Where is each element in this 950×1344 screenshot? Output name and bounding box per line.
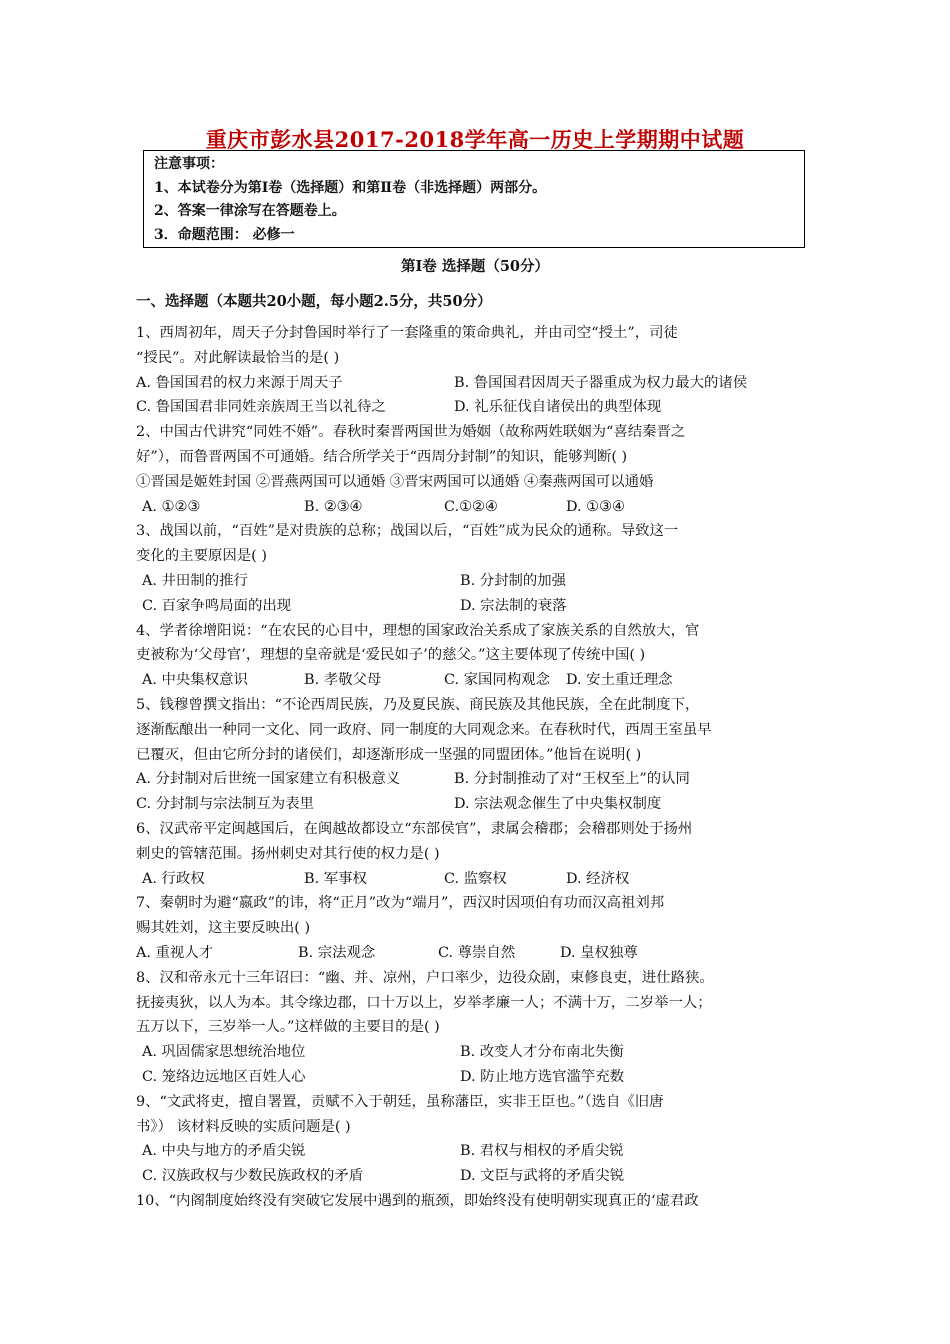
option-row (136, 495, 816, 520)
answer-option: C.①②④ (444, 498, 498, 515)
question (136, 693, 816, 817)
part-title: 第Ⅰ卷 选择题（50分） (400, 258, 549, 275)
question-stem-line: 赐其姓刘，这主要反映出( ) (136, 920, 311, 937)
question-stem-line: 7、秦朝时为避“嬴政”的讳，将“正月”改为“端月”，西汉时因项伯有功而汉高祖刘邦 (136, 895, 665, 912)
question-list (136, 321, 816, 1214)
option-row (136, 867, 816, 892)
option-row (136, 767, 816, 792)
answer-option: D. 宗法观念催生了中央集权制度 (454, 796, 662, 813)
option-row (136, 792, 816, 817)
question-stem-line: 1、西周初年，周天子分封鲁国时举行了一套隆重的策命典礼，并由司空“授土”，司徒 (136, 325, 678, 341)
question-stem-line: 6、汉武帝平定闽越国后，在闽越故都设立“东部侯官”，隶属会稽郡；会稽郡则处于扬州 (136, 820, 693, 837)
question (136, 966, 816, 1090)
question-stem-line: 变化的主要原因是( ) (136, 548, 267, 565)
option-row (136, 941, 816, 966)
answer-option: D. 安土重迁理念 (566, 672, 673, 689)
question-stem-line: 刺史的管辖范围。扬州刺史对其行使的权力是( ) (136, 845, 440, 862)
option-row (136, 569, 816, 594)
option-row (136, 1139, 816, 1164)
answer-option: C. 分封制与宗法制互为表里 (136, 796, 314, 813)
answer-option: A. 行政权 (142, 870, 205, 887)
question-stem-line: 5、钱穆曾撰文指出：“不论西周民族，乃及夏民族、商民族及其他民族，全在此制度下， (136, 696, 700, 713)
question-stem-line: 好”），而鲁晋两国不可通婚。结合所学关于“西周分封制”的知识，能够判断( ) (136, 448, 628, 465)
question-stem-line: 4、学者徐增阳说：“在农民的心目中，理想的国家政治关系成了家族关系的自然放大，官 (136, 622, 700, 639)
answer-option: B. 分封制的加强 (460, 572, 567, 589)
answer-option: A. 中央与地方的矛盾尖锐 (142, 1143, 306, 1160)
question-stem-line: 书》） 该材料反映的实质问题是( ) (136, 1118, 351, 1135)
question (136, 1090, 816, 1189)
answer-option: B. 鲁国国君因周天子器重成为权力最大的诸侯 (454, 374, 748, 391)
question (136, 1189, 816, 1214)
answer-option: A. 巩固儒家思想统治地位 (142, 1044, 306, 1061)
question-stem-line: 3、战国以前，“百姓”是对贵族的总称；战国以后，“百姓”成为民众的通称。导致这一 (136, 523, 679, 540)
option-row (136, 668, 816, 693)
answer-option: A. ①②③ (142, 498, 201, 515)
notice-box (143, 150, 805, 248)
option-row (136, 1040, 816, 1065)
answer-option: D. 经济权 (566, 870, 630, 887)
option-row (136, 371, 816, 396)
question (136, 519, 816, 618)
answer-option: A. 重视人才 (136, 944, 214, 961)
option-row (136, 594, 816, 619)
answer-option: D. 文臣与武将的矛盾尖锐 (460, 1168, 625, 1185)
answer-option: D. 皇权独尊 (560, 944, 638, 961)
answer-option: C. 尊崇自然 (438, 944, 516, 961)
question (136, 891, 816, 965)
question-stem-line: 2、中国古代讲究“同姓不婚”。春秋时秦晋两国世为婚姻（故称两姓联姻为“喜结秦晋之 (136, 424, 686, 441)
answer-option: B. 孝敬父母 (304, 672, 382, 689)
question (136, 817, 816, 891)
answer-option: C. 家国同构观念 (444, 672, 550, 689)
section-heading: 一、选择题（本题共20小题，每小题2.5分，共50分） (136, 293, 492, 310)
question-stem-line: 已覆灭，但由它所分封的诸侯们，却逐渐形成一坚强的同盟团体。”他旨在说明( ) (136, 746, 642, 763)
notice-heading: 注意事项： (154, 156, 224, 172)
answer-option: D. 宗法制的衰落 (460, 597, 567, 614)
answer-option: C. 百家争鸣局面的出现 (142, 597, 292, 614)
answer-option: D. 防止地方选官滥竽充数 (460, 1068, 625, 1085)
notice-item: 1、本试卷分为第Ⅰ卷（选择题）和第Ⅱ卷（非选择题）两部分。 (154, 179, 547, 196)
question-stem-line: 9、“文武将吏，擅自署置，贡赋不入于朝廷，虽称藩臣，实非王臣也。”（选自《旧唐 (136, 1093, 664, 1110)
option-row (136, 1065, 816, 1090)
question-stem-line: 抚接夷狄，以人为本。其令缘边郡，口十万以上，岁举孝廉一人；不满十万，二岁举一人； (136, 994, 712, 1011)
question-stem-line: 逐渐酝酿出一种同一文化、同一政府、同一制度的大同观念来。在春秋时代，西周王室虽早 (136, 721, 712, 738)
question-stem-line: “授民”。对此解读最恰当的是( ) (136, 349, 340, 366)
answer-option: B. 宗法观念 (298, 944, 376, 961)
notice-item: 2、答案一律涂写在答题卷上。 (154, 203, 346, 219)
answer-option: D. 礼乐征伐自诸侯出的典型体现 (454, 399, 662, 416)
question (136, 619, 816, 693)
notice-item: 3．命题范围： 必修一 (154, 226, 295, 243)
answer-option: B. 改变人才分布南北失衡 (460, 1044, 624, 1061)
answer-option: A. 鲁国国君的权力来源于周天子 (136, 374, 343, 391)
answer-option: C. 鲁国国君非同姓亲族周王当以礼待之 (136, 399, 386, 416)
question-stem-line: ①晋国是姬姓封国 ②晋燕两国可以通婚 ③晋宋两国可以通婚 ④秦燕两国可以通婚 (136, 473, 654, 490)
answer-option: B. 军事权 (304, 870, 367, 887)
answer-option: C. 笼络边远地区百姓人心 (142, 1068, 306, 1085)
answer-option: B. 君权与相权的矛盾尖锐 (460, 1143, 624, 1160)
question-stem-line: 10、“内阁制度始终没有突破它发展中遇到的瓶颈，即始终没有使明朝实现真正的‘虚君政 (136, 1192, 699, 1209)
question (136, 420, 816, 519)
answer-option: B. ②③④ (304, 498, 363, 515)
exam-title: 重庆市彭水县2017-2018学年高一历史上学期期中试题 (205, 127, 745, 152)
question (136, 321, 816, 420)
question-stem-line: 五万以下，三岁举一人。”这样做的主要目的是( ) (136, 1019, 440, 1036)
question-stem-line: 吏被称为‘父母官’，理想的皇帝就是‘爱民如子’的慈父。”这主要体现了传统中国( ) (136, 647, 646, 664)
question-stem-line: 8、汉和帝永元十三年诏曰：“幽、并、凉州，户口率少，边役众剧，束修良吏，进仕路狭。 (136, 969, 714, 986)
answer-option: C. 监察权 (444, 870, 507, 887)
answer-option: A. 中央集权意识 (142, 672, 248, 689)
answer-option: A. 井田制的推行 (142, 572, 248, 589)
answer-option: C. 汉族政权与少数民族政权的矛盾 (142, 1168, 364, 1185)
answer-option: D. ①③④ (566, 498, 625, 515)
option-row (136, 1164, 816, 1189)
answer-option: A. 分封制对后世统一国家建立有积极意义 (136, 771, 401, 788)
answer-option: B. 分封制推动了对“王权至上”的认同 (454, 771, 690, 788)
option-row (136, 395, 816, 420)
